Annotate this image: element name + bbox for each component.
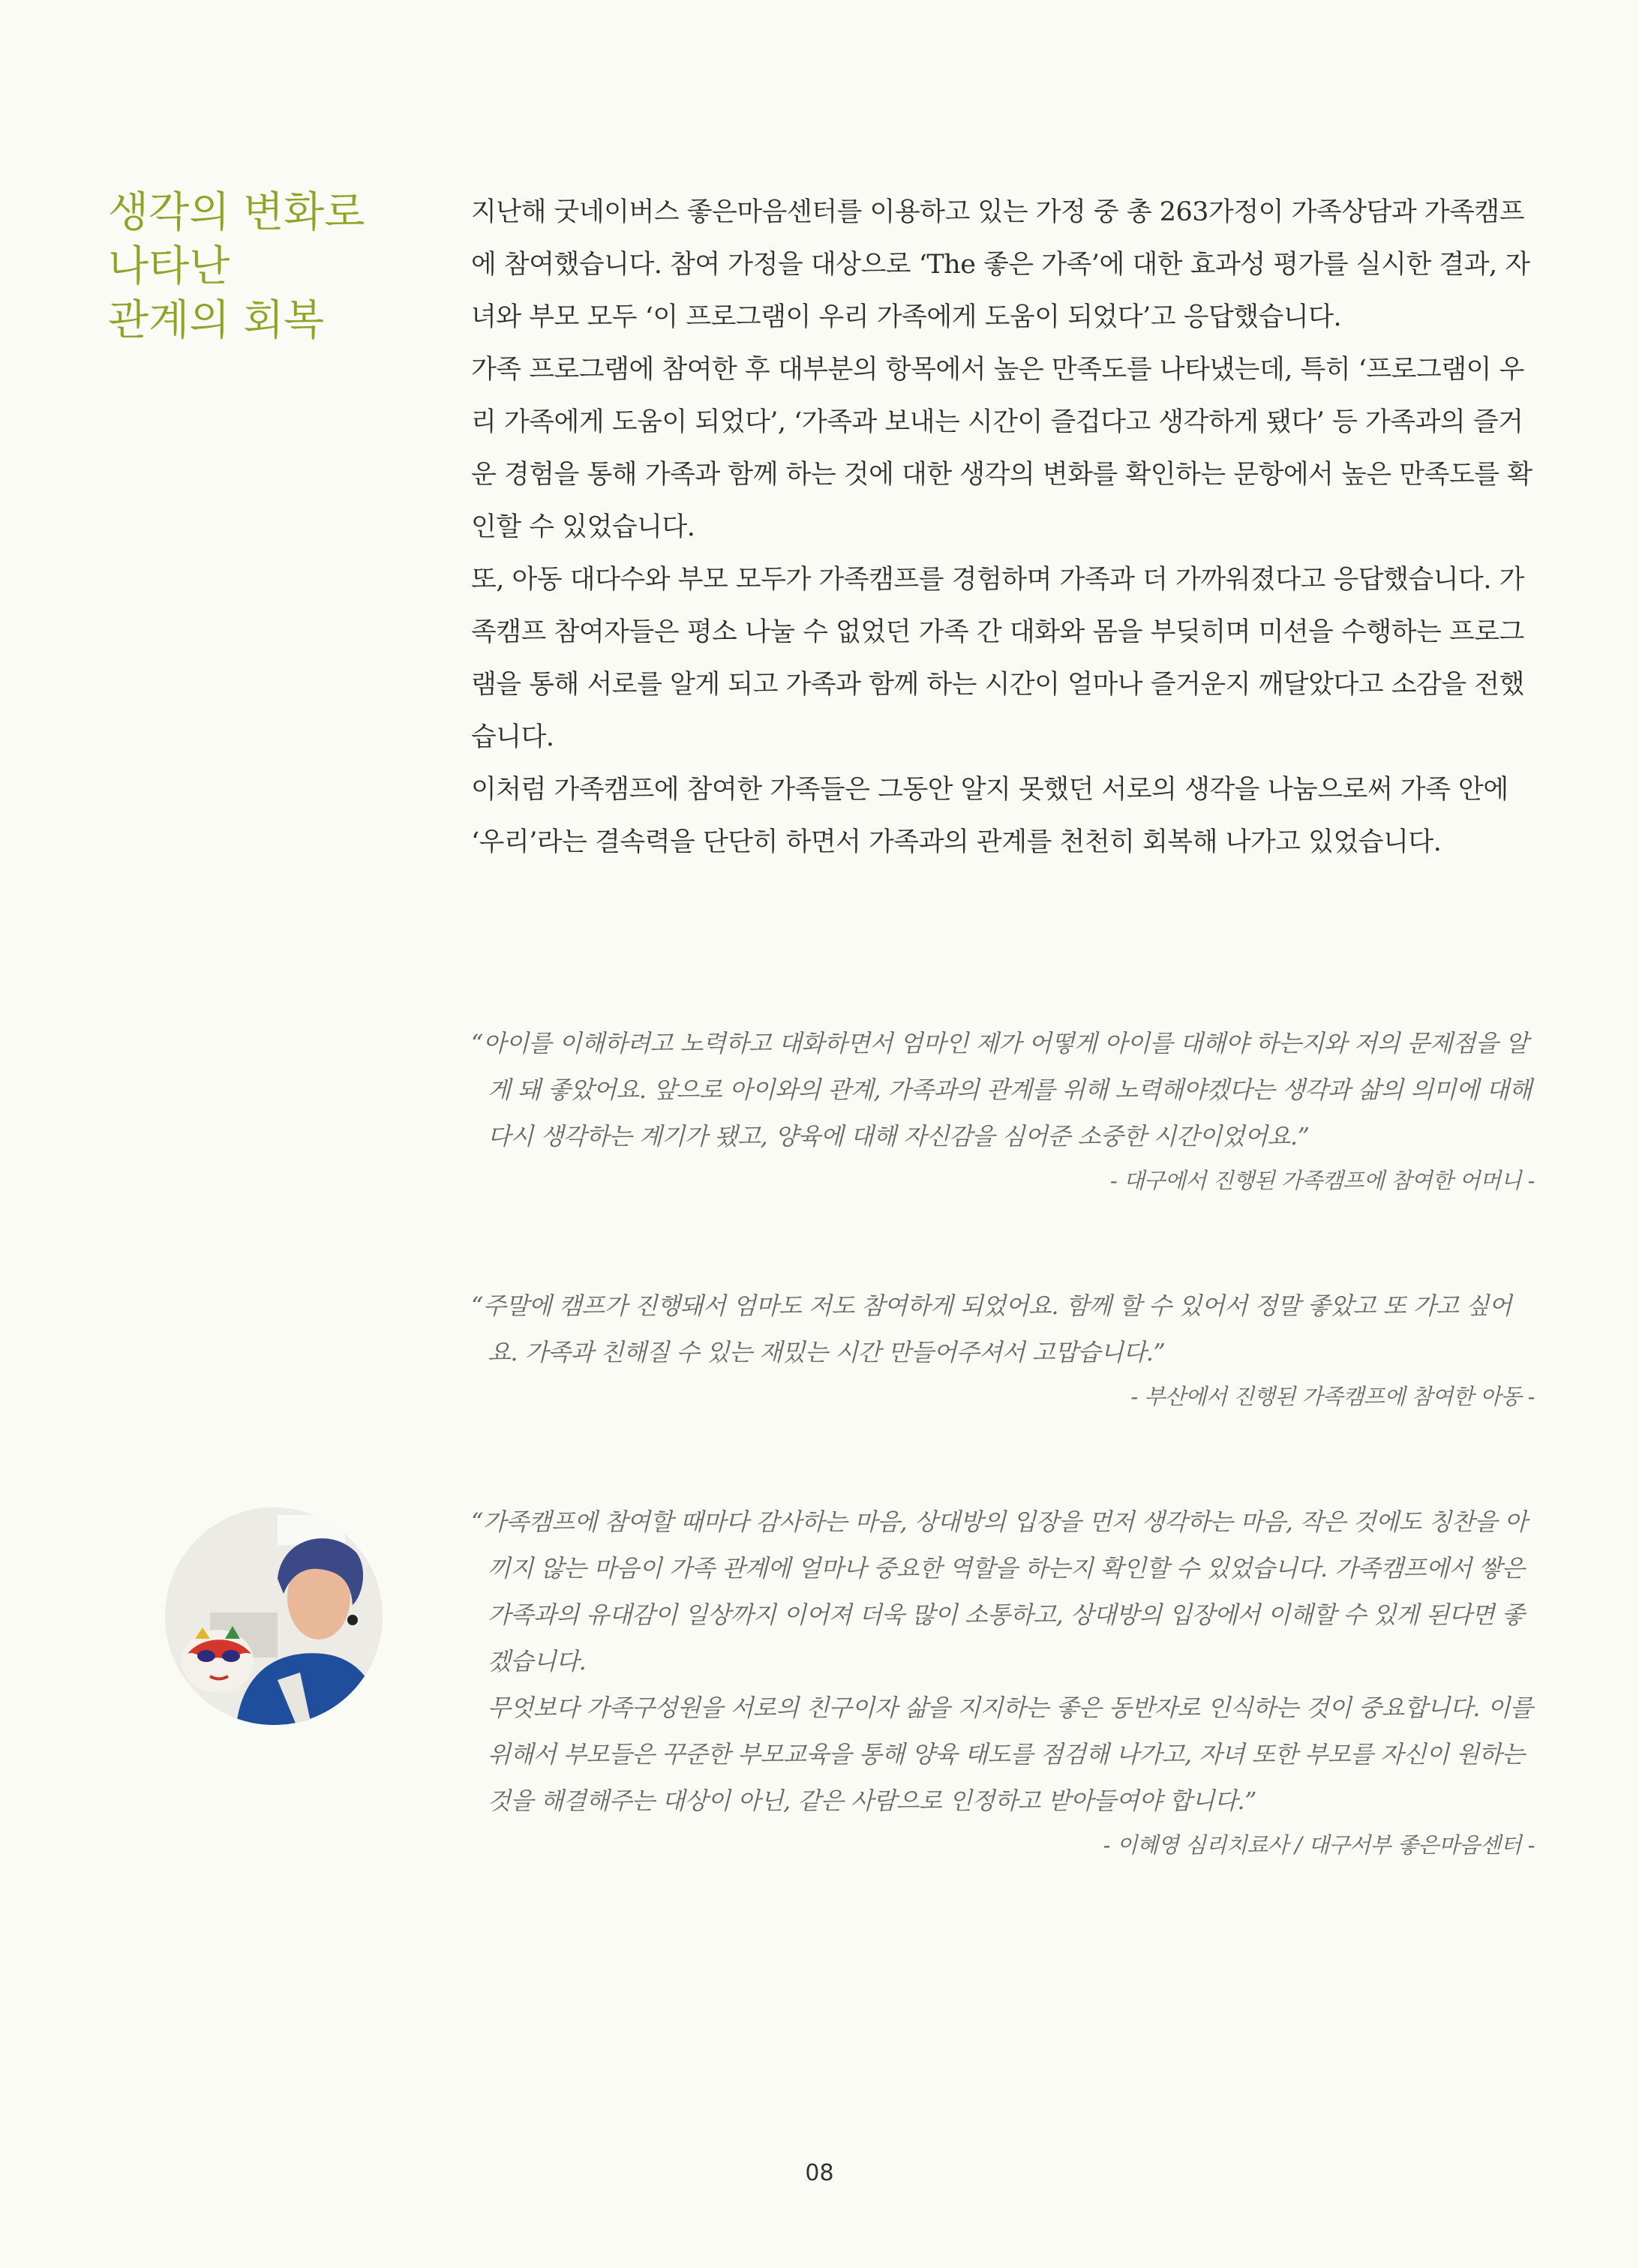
quote-text: “주말에 캠프가 진행돼서 엄마도 저도 참여하게 되었어요. 함께 할 수 있어서 정말 좋았고 또 가고 싶어요. 가족과 친해질 수 있는 재밌는 시간 만들어주셔서 고맙습니다.” bbox=[471, 1292, 1512, 1366]
body-paragraph: 가족 프로그램에 참여한 후 대부분의 항목에서 높은 만족도를 나타냈는데, 특히 ‘프로그램이 우리 가족에게 도움이 되었다’, ‘가족과 보내는 시간이 즐겁다고 생각하게 됐다’ 등 가족과의 즐거운 경험을 통해 가족과 함께 하는 것에 대한 생각의 변화를 확인하는 문항에서 높은 만족도를 확인할 수 있었습니다. bbox=[471, 355, 1532, 542]
heading-line: 관계의 회복 bbox=[108, 296, 325, 345]
body-paragraph: 이처럼 가족캠프에 참여한 가족들은 그동안 알지 못했던 서로의 생각을 나눔으로써 가족 안에 ‘우리’라는 결속력을 단단히 하면서 가족과의 관계를 천천히 회복해 나가고 있었습니다. bbox=[471, 775, 1508, 857]
quote-text: “아이를 이해하려고 노력하고 대화하면서 엄마인 제가 어떻게 아이를 대해야 하는지와 저의 문제점을 알게 돼 좋았어요. 앞으로 아이와의 관계, 가족과의 관계를 위해 노력해야겠다는 생각과 삶의 의미에 대해 다시 생각하는 계기가 됐고, 양육에 대해 자신감을 심어준 소중한 시간이었어요.” bbox=[471, 1029, 1532, 1150]
quote-attribution: - 이혜영 심리치료사 / 대구서부 좋은마음센터 - bbox=[1103, 1832, 1535, 1858]
therapist-photo-illustration bbox=[165, 1508, 383, 1725]
quote-text: 무엇보다 가족구성원을 서로의 친구이자 삶을 지지하는 좋은 동반자로 인식하는 것이 중요합니다. 이를 위해서 부모들은 꾸준한 부모교육을 통해 양육 태도를 점검해 나가고, 자녀 또한 부모를 자신이 원하는 것을 해결해주는 대상이 아닌, 같은 사람으로 인정하고 받아들여야 합니다.” bbox=[488, 1694, 1533, 1815]
body-text bbox=[471, 186, 1536, 868]
page-number: 08 bbox=[805, 2160, 834, 2186]
quote-attribution: - 대구에서 진행된 가족캠프에 참여한 어머니 - bbox=[1109, 1168, 1535, 1193]
quote-text: “가족캠프에 참여할 때마다 감사하는 마음, 상대방의 입장을 먼저 생각하는 마음, 작은 것에도 칭찬을 아끼지 않는 마음이 가족 관계에 얼마나 중요한 역할을 하는지 확인할 수 있었습니다. 가족캠프에서 쌓은 가족과의 유대감이 일상까지 이어져 더욱 많이 소통하고, 상대방의 입장에서 이해할 수 있게 된다면 좋겠습니다. bbox=[471, 1508, 1527, 1676]
therapist-photo bbox=[165, 1508, 383, 1725]
quote-attribution: - 부산에서 진행된 가족캠프에 참여한 아동 - bbox=[1130, 1384, 1535, 1409]
section-heading bbox=[108, 186, 423, 348]
body-paragraph: 또, 아동 대다수와 부모 모두가 가족캠프를 경험하며 가족과 더 가까워졌다고 응답했습니다. 가족캠프 참여자들은 평소 나눌 수 없었던 가족 간 대화와 몸을 부딪히며 미션을 수행하는 프로그램을 통해 서로를 알게 되고 가족과 함께 하는 시간이 얼마나 즐거운지 깨달았다고 소감을 전했습니다. bbox=[471, 565, 1524, 752]
testimonial-quote-child bbox=[471, 1282, 1535, 1418]
body-paragraph: 지난해 굿네이버스 좋은마음센터를 이용하고 있는 가정 중 총 263가정이 가족상담과 가족캠프에 참여했습니다. 참여 가정을 대상으로 ‘The 좋은 가족’에 대한 효과성 평가를 실시한 결과, 자녀와 부모 모두 ‘이 프로그램이 우리 가족에게 도움이 되었다’고 응답했습니다. bbox=[471, 197, 1530, 332]
testimonial-quote-therapist bbox=[471, 1498, 1535, 1866]
heading-line: 나타난 bbox=[108, 242, 230, 291]
heading-line: 생각의 변화로 bbox=[108, 188, 365, 237]
testimonial-quote-mother bbox=[471, 1020, 1535, 1202]
